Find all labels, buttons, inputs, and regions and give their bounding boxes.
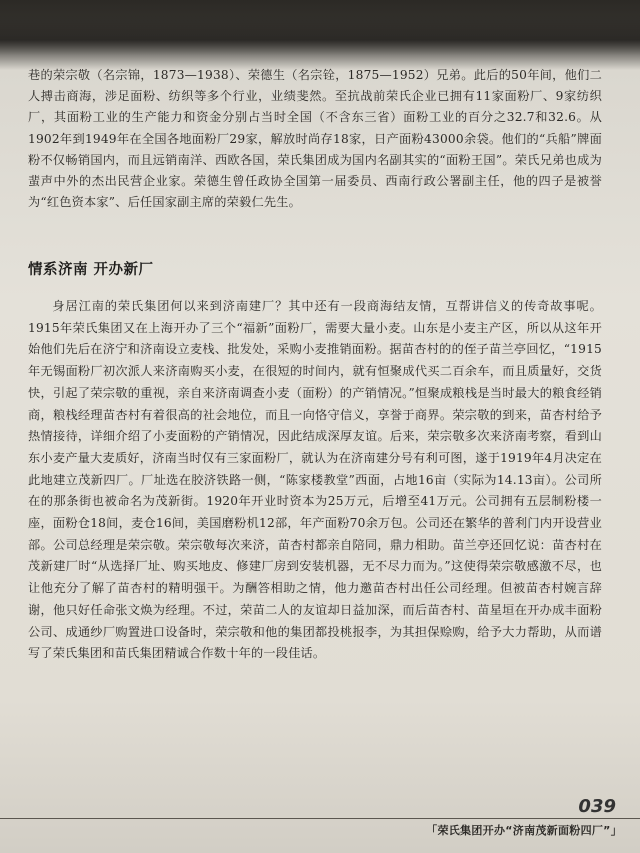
page-number: 039 [578, 796, 616, 817]
running-footer-title: 「荣氏集团开办“济南茂新面粉四厂”」 [426, 824, 622, 837]
top-shadow [0, 0, 640, 55]
paragraph-rong-brothers [28, 65, 602, 213]
paragraph-text: 身居江南的荣氏集团何以来到济南建厂？其中还有一段商海结友情，互帮讲信义的传奇故事呢。1915年荣氏集团又在上海开办了三个“福新”面粉厂，需要大量小麦。山东是小麦主产区，所以从这年开始他们先后在济宁和济南设立麦栈、批发处，采购小麦推销面粉。据苗杏村的的侄子苗兰亭回忆，“1915年无锡面粉厂初次派人来济南购买小麦，在很短的时间内，就有恒聚成代买二百余车，而且质量好，交货快，引起了荣宗敬的重视，亲自来济南调查小麦（面粉）的产销情况。”恒聚成粮栈是当时最大的粮食经销商，粮栈经理苗杏村有着很高的社会地位，而且一向恪守信义，享誉于商界。荣宗敬的到来，苗杏村给予热情接待，详细介绍了小麦面粉的产销情况，因此结成深厚友谊。后来，荣宗敬多次来济南考察，看到山东小麦产量大麦质好，济南当时仅有三家面粉厂，就认为在济南建分号有利可图，遂于1919年4月决定在此地建立茂新四厂。厂址选在胶济铁路一侧，“陈家楼教堂”西面，占地16亩（实际为14.13亩）。公司所在的那条街也被命名为茂新街。1920年开业时资本为25万元，后增至41万元。公司拥有五层制粉楼一座，面粉仓18间，麦仓16间，美国磨粉机12部，年产面粉70余万包。公司还在繁华的普利门内开设营业部。公司总经理是荣宗敬。荣宗敬每次来济，苗杏村都亲自陪同，鼎力相助。苗兰亭还回忆说：苗杏村在茂新建厂时“从选择厂址、购买地皮、修建厂房到安装机器，无不尽力而为。”这使得荣宗敬感激不尽，也让他充分了解了苗杏村的精明强干。为酬答相助之情，他力邀苗杏村出任公司经理。但被苗杏村婉言辞谢，他只好任命张文焕为经理。不过，荣苗二人的友谊却日益加深，而后苗杏村、苗星垣在开办成丰面粉公司、成通纱厂购置进口设备时，荣宗敬和他的集团都投桃报李，为其担保赊购，给予大力帮助，从而谱写了荣氏集团和苗氏集团精诚合作数十年的一段佳话。 [28, 299, 602, 661]
paragraph-text: 巷的荣宗敬（名宗锦，1873—1938）、荣德生（名宗铨，1875—1952）兄弟。此后的50年间，他们二人搏击商海，涉足面粉、纺织等多个行业，业绩斐然。至抗战前荣氏企业已拥有11家面粉厂、9家纺织厂，其面粉工业的生产能力和资金分别占当时全国（不含东三省）面粉工业的百分之32.7和32.6。从1902年到1949年在全国各地面粉厂29家，解放时尚存18家，日产面粉43000余袋。他们的“兵船”牌面粉不仅畅销国内，而且远销南洋、西欧各国，荣氏集团成为国内名副其实的“面粉王国”。荣氏兄弟也成为蜚声中外的杰出民营企业家。荣德生曾任政协全国第一届委员、西南行政公署副主任，他的四子是被誉为“红色资本家”、后任国家副主席的荣毅仁先生。 [28, 68, 602, 210]
section-heading: 情系济南 开办新厂 [28, 262, 154, 278]
footer-divider [0, 818, 640, 819]
paragraph-jinan-factory [28, 296, 602, 665]
